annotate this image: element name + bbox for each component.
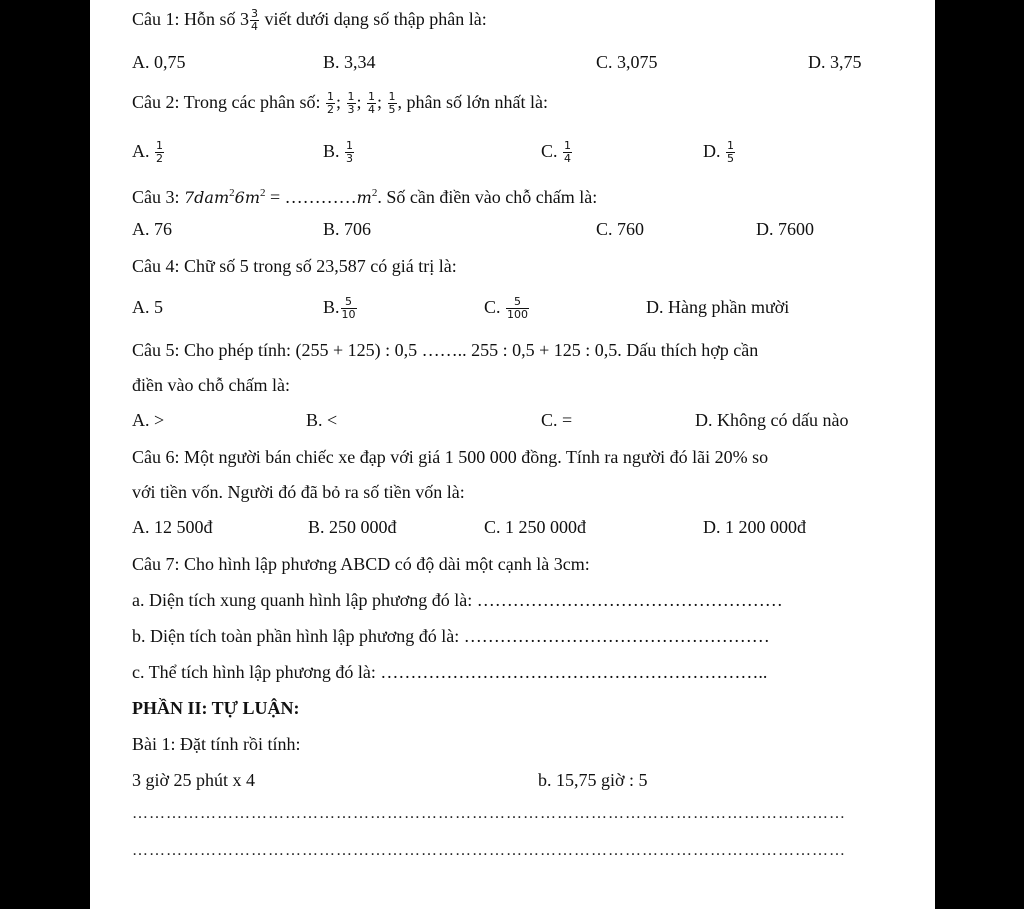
q1-num: 3	[251, 7, 258, 21]
q1-fraction	[250, 8, 259, 33]
q2-frac-3	[367, 91, 376, 116]
q5-option-c: C. =	[541, 410, 573, 430]
q4-option-c-label: C.	[484, 297, 506, 317]
q2-option-a-num: 1	[156, 139, 163, 153]
q3-exp-2: 2	[260, 187, 266, 199]
question-7-part-a: a. Diện tích xung quanh hình lập phương đó là: ……………………………………………	[132, 590, 783, 610]
q3-math-mid: 6m	[234, 188, 260, 207]
question-5-line-1: Câu 5: Cho phép tính: (255 + 125) : 0,5 …….. 255 : 0,5 + 125 : 0,5. Dấu thích hợp cần	[132, 340, 759, 360]
q2-sep-1: ;	[336, 92, 342, 112]
q5-option-b: B. <	[306, 410, 338, 430]
q3-math-left: 7dam	[184, 188, 230, 207]
q2-sep-2: ;	[356, 92, 362, 112]
q2-suffix: phân số lớn nhất là:	[402, 92, 549, 112]
q2-frac-1	[326, 91, 335, 116]
q3-suffix: . Số cần điền vào chỗ chấm là:	[377, 187, 598, 207]
question-5-line-2: điền vào chỗ chấm là:	[132, 375, 290, 395]
q6-option-d: D. 1 200 000đ	[703, 517, 806, 537]
q2-frac-4-den: 5	[388, 103, 396, 117]
q2-option-c-label: C.	[541, 141, 558, 161]
q2-option-b-frac	[345, 140, 354, 165]
q2-option-c-frac	[563, 140, 572, 165]
exercise-1-calc-b: b. 15,75 giờ : 5	[538, 770, 648, 790]
q2-option-d-den: 5	[727, 152, 734, 166]
q4-option-c	[484, 296, 530, 321]
q3-prefix: Câu 3:	[132, 187, 184, 207]
q1-option-c: C. 3,075	[596, 52, 658, 72]
q1-suffix: viết dưới dạng số thập phân là:	[260, 9, 487, 29]
q6-option-c: C. 1 250 000đ	[484, 517, 587, 537]
q4-option-c-frac	[506, 296, 529, 321]
q3-equals: = …………	[265, 187, 357, 207]
q4-option-b-den: 10	[341, 308, 356, 322]
q2-option-c	[541, 140, 573, 165]
q2-option-b	[323, 140, 355, 165]
q4-option-b-label: B.	[323, 297, 340, 317]
answer-dot-line-1: ………………………………………………………………………………………………………………	[132, 805, 846, 822]
q2-option-d-label: D.	[703, 141, 721, 161]
q2-option-a	[132, 140, 165, 165]
q1-option-d: D. 3,75	[808, 52, 862, 72]
q2-option-b-den: 3	[346, 152, 354, 166]
question-2	[132, 91, 548, 116]
q2-option-a-label: A.	[132, 141, 150, 161]
question-1	[132, 8, 487, 33]
q2-frac-4-num: 1	[388, 90, 396, 104]
q2-option-c-den: 4	[564, 152, 572, 166]
q1-option-b: B. 3,34	[323, 52, 376, 72]
q1-prefix: Câu 1: Hỗn số	[132, 9, 240, 29]
q2-option-d-frac	[726, 140, 735, 165]
q2-prefix: Câu 2: Trong các phân số:	[132, 92, 325, 112]
q4-option-b-num: 5	[341, 296, 357, 309]
q4-option-c-den: 100	[507, 308, 529, 322]
exercise-1-title: Bài 1: Đặt tính rồi tính:	[132, 734, 301, 754]
q2-option-a-den: 2	[156, 152, 163, 166]
q2-frac-1-num: 1	[327, 90, 334, 104]
q4-option-c-num: 5	[506, 296, 529, 309]
q2-option-b-num: 1	[346, 139, 354, 153]
q4-option-a: A. 5	[132, 297, 163, 317]
q3-option-b: B. 706	[323, 219, 372, 239]
question-6-line-1: Câu 6: Một người bán chiếc xe đạp với giá 1 500 000 đồng. Tính ra người đó lãi 20% so	[132, 447, 769, 467]
q1-den: 4	[251, 20, 258, 34]
q4-option-b	[323, 296, 358, 321]
q2-frac-3-den: 4	[368, 103, 376, 117]
q2-frac-2	[347, 91, 356, 116]
q6-option-a: A. 12 500đ	[132, 517, 213, 537]
question-4: Câu 4: Chữ số 5 trong số 23,587 có giá trị là:	[132, 256, 457, 276]
q2-frac-1-den: 2	[327, 103, 334, 117]
q2-option-d-num: 1	[727, 139, 734, 153]
question-3	[132, 182, 597, 209]
q2-option-a-frac	[155, 140, 164, 165]
q5-option-a: A. >	[132, 410, 165, 430]
question-6-line-2: với tiền vốn. Người đó đã bỏ ra số tiền vốn là:	[132, 482, 465, 502]
q1-option-a: A. 0,75	[132, 52, 186, 72]
q3-option-d: D. 7600	[756, 219, 814, 239]
q2-option-d	[703, 140, 736, 165]
q3-exp-1: 2	[229, 187, 235, 199]
q2-frac-2-num: 1	[347, 90, 355, 104]
q6-option-b: B. 250 000đ	[308, 517, 397, 537]
answer-dot-line-2: ………………………………………………………………………………………………………………	[132, 842, 846, 859]
question-7-part-b: b. Diện tích toàn phần hình lập phương đó là: ……………………………………………	[132, 626, 770, 646]
part-2-heading: PHẦN II: TỰ LUẬN:	[132, 698, 300, 718]
q2-frac-4	[388, 91, 397, 116]
q2-frac-2-den: 3	[347, 103, 355, 117]
q4-option-b-frac	[341, 296, 357, 321]
question-7: Câu 7: Cho hình lập phương ABCD có độ dài một cạnh là 3cm:	[132, 554, 590, 574]
q3-option-a: A. 76	[132, 219, 172, 239]
q3-math-unit: m	[356, 188, 372, 207]
q2-option-c-num: 1	[564, 139, 572, 153]
q3-option-c: C. 760	[596, 219, 645, 239]
q2-sep-3: ;	[377, 92, 383, 112]
question-7-part-c: c. Thể tích hình lập phương đó là: ………………………………………………………..	[132, 662, 768, 682]
q2-frac-3-num: 1	[368, 90, 376, 104]
q4-option-d: D. Hàng phần mười	[646, 297, 790, 317]
exercise-1-calc-a: 3 giờ 25 phút x 4	[132, 770, 256, 790]
q2-sep-4: ,	[397, 92, 403, 112]
q3-exp-3: 2	[371, 187, 378, 199]
q2-option-b-label: B.	[323, 141, 340, 161]
q5-option-d: D. Không có dấu nào	[695, 410, 849, 430]
q1-whole: 3	[240, 9, 249, 29]
